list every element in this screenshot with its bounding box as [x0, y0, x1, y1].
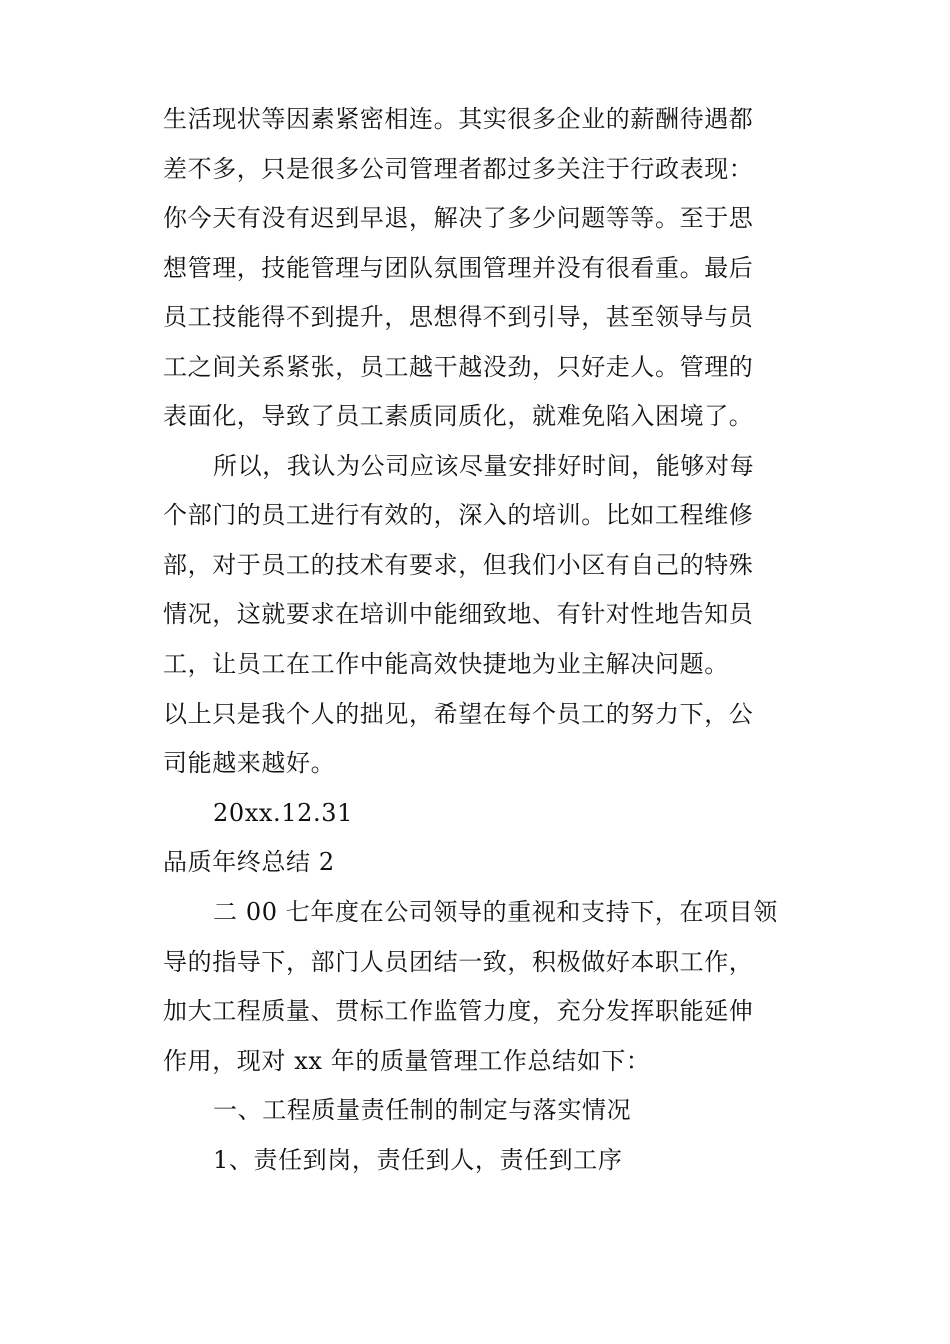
paragraph-line: 工之间关系紧张，员工越干越没劲，只好走人。管理的 [163, 353, 754, 381]
paragraph-line: 所以，我认为公司应该尽量安排好时间，能够对每 [213, 452, 755, 480]
paragraph-line: 工，让员工在工作中能高效快捷地为业主解决问题。 [163, 650, 729, 678]
paragraph-line: 生活现状等因素紧密相连。其实很多企业的薪酬待遇都 [163, 105, 754, 133]
paragraph-line: 司能越来越好。 [163, 749, 336, 777]
paragraph-line: 部，对于员工的技术有要求，但我们小区有自己的特殊 [163, 551, 754, 579]
paragraph-line: 导的指导下，部门人员团结一致，积极做好本职工作， [163, 948, 754, 976]
paragraph-line: 作用，现对 xx 年的质量管理工作总结如下： [163, 1047, 651, 1075]
paragraph-line: 你今天有没有迟到早退，解决了多少问题等等。至于思 [163, 204, 754, 232]
paragraph-line: 情况，这就要求在培训中能细致地、有针对性地告知员 [163, 600, 754, 628]
paragraph-line: 差不多，只是很多公司管理者都过多关注于行政表现： [163, 155, 754, 183]
paragraph-line: 以上只是我个人的拙见，希望在每个员工的努力下，公 [163, 700, 754, 728]
paragraph-line: 想管理，技能管理与团队氛围管理并没有很看重。最后 [163, 254, 754, 282]
section-title: 品质年终总结 2 [163, 848, 335, 876]
date-line: 20xx.12.31 [213, 799, 353, 827]
paragraph-line: 表面化，导致了员工素质同质化，就难免陷入困境了。 [163, 402, 754, 430]
paragraph-line: 员工技能得不到提升，思想得不到引导，甚至领导与员 [163, 303, 754, 331]
paragraph-line: 个部门的员工进行有效的，深入的培训。比如工程维修 [163, 501, 754, 529]
list-item: 1、责任到岗，责任到人，责任到工序 [213, 1146, 623, 1174]
paragraph-line: 二 00 七年度在公司领导的重视和支持下，在项目领 [213, 898, 778, 926]
subsection-heading: 一、工程质量责任制的制定与落实情况 [213, 1096, 632, 1124]
paragraph-line: 加大工程质量、贯标工作监管力度，充分发挥职能延伸 [163, 997, 754, 1025]
